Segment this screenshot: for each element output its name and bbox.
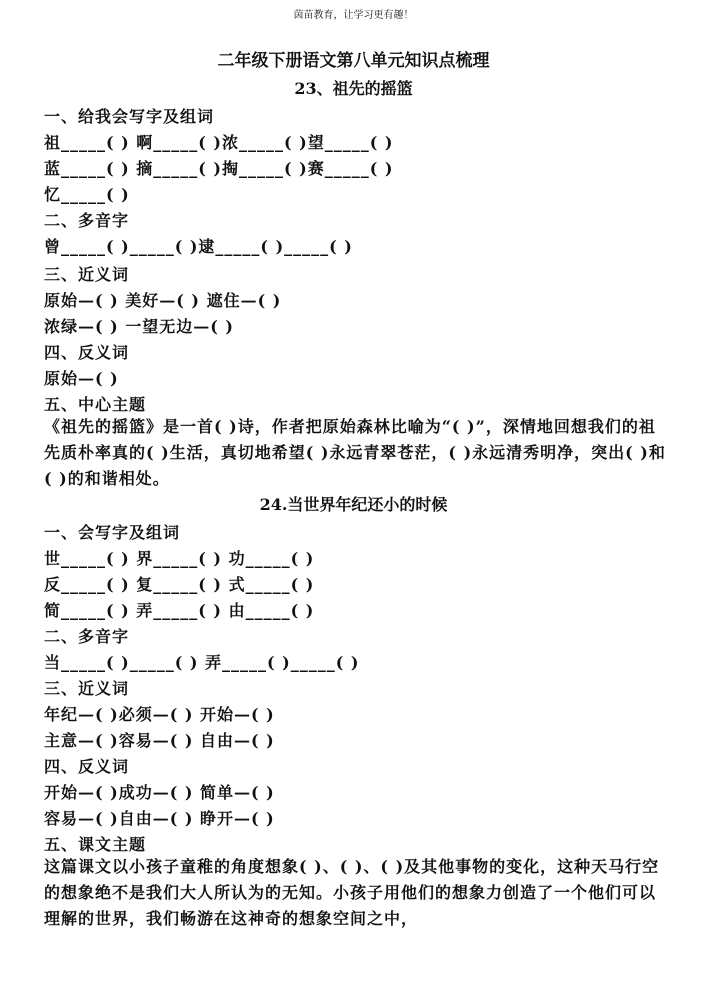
l24-sec2-heading: 二、多音字 — [44, 627, 130, 646]
l24-sec3-row: 年纪—( )必须—( ) 开始—( ) — [44, 705, 275, 724]
l24-sec3-row: 主意—( )容易—( ) 自由—( ) — [44, 731, 275, 750]
l24-sec1-row: 世_____( ) 界_____( ) 功_____( ) — [44, 549, 315, 568]
l24-sec4-row: 开始—( )成功—( ) 简单—( ) — [44, 783, 275, 802]
l23-sec1-heading: 一、给我会写字及组词 — [44, 107, 215, 126]
l24-sec5-heading: 五、课文主题 — [44, 835, 147, 854]
l23-sec5-heading: 五、中心主题 — [44, 395, 147, 414]
l23-sec3-heading: 三、近义词 — [44, 265, 130, 284]
l24-sec2-row: 当_____( )_____( ) 弄_____( )_____( ) — [44, 653, 360, 672]
l23-sec4-row: 原始—( ) — [44, 369, 119, 388]
l24-sec1-row: 反_____( ) 复_____( ) 式_____( ) — [44, 575, 315, 594]
lesson-24-title: 24.当世界年纪还小的时候 — [259, 495, 448, 514]
l24-sec1-heading: 一、会写字及组词 — [44, 523, 181, 542]
l24-sec3-heading: 三、近义词 — [44, 679, 130, 698]
l24-sec4-heading: 四、反义词 — [44, 757, 130, 776]
l24-sec1-row: 简_____( ) 弄_____( ) 由_____( ) — [44, 601, 315, 620]
l24-sec4-row: 容易—( )自由—( ) 睁开—( ) — [44, 809, 275, 828]
l23-sec5-paragraph: 《祖先的摇篮》是一首( )诗，作者把原始森林比喻为“( )”，深情地回想我们的祖先质朴率真的( )生活，真切地希望( )永远青翠苍茫，( )永远清秀明净，突出( )和( )的和谐相处。 — [44, 417, 666, 488]
l24-sec5-paragraph: 这篇课文以小孩子童稚的角度想象( )、( )、( )及其他事物的变化，这种天马行空的想象绝不是我们大人所认为的无知。小孩子用他们的想象力创造了一个他们可以理解的世界，我们畅游在这神奇的想象空间之中， — [44, 857, 660, 928]
lesson-23-title: 23、祖先的摇篮 — [294, 79, 413, 98]
header-slogan: 茵苗教育，让学习更有趣！ — [293, 10, 414, 21]
l23-sec2-heading: 二、多音字 — [44, 211, 130, 230]
l23-sec2-row: 曾_____( )_____( )逮_____( )_____( ) — [44, 237, 353, 256]
document-title: 二年级下册语文第八单元知识点梳理 — [217, 51, 490, 71]
l23-sec1-row: 忆_____( ) — [44, 185, 130, 204]
l23-sec1-row: 蓝_____( ) 摘_____( )掏_____( )赛_____( ) — [44, 159, 394, 178]
l23-sec1-row: 祖_____( ) 啊_____( )浓_____( )望_____( ) — [44, 133, 394, 152]
l23-sec4-heading: 四、反义词 — [44, 343, 130, 362]
l23-sec3-row: 浓绿—( ) 一望无边—( ) — [44, 317, 234, 336]
l23-sec3-row: 原始—( ) 美好—( ) 遮住—( ) — [44, 291, 282, 310]
